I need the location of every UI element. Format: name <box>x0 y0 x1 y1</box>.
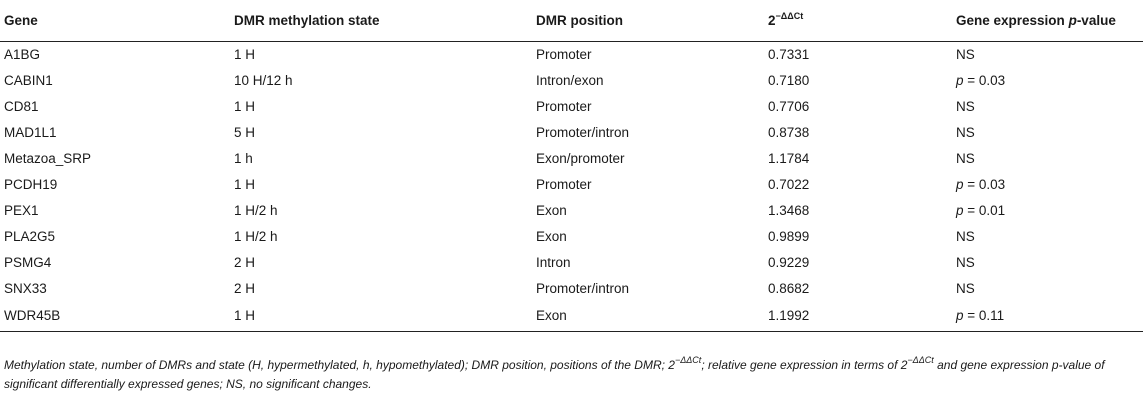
cell-gene: MAD1L1 <box>4 124 57 140</box>
cell-dmr-state: 10 H/12 h <box>234 72 293 88</box>
pvalue-text: NS <box>956 98 975 114</box>
cell-pvalue <box>952 171 1143 197</box>
table-row <box>0 119 1143 145</box>
table-row <box>0 301 1143 331</box>
cell-gene: CABIN1 <box>4 72 53 88</box>
table-row <box>0 93 1143 119</box>
header-fold-exponent: −ΔΔCt <box>775 10 804 21</box>
cell-dmr-state: 1 H <box>234 46 256 62</box>
cell-dmr-state: 2 H <box>234 254 256 270</box>
header-dmr-position: DMR position <box>532 0 764 41</box>
pvalue-symbol: p <box>956 202 964 218</box>
table-row <box>0 171 1143 197</box>
cell-pvalue <box>952 119 1143 145</box>
caption-part-3: and gene expression p-value of significant differentially expressed genes; NS, no significant changes. <box>4 358 1105 391</box>
cell-gene: PCDH19 <box>4 176 58 192</box>
cell-dmr-position: Exon/promoter <box>536 150 625 166</box>
header-pvalue-p: p <box>1068 12 1077 28</box>
cell-fold-change: 1.3468 <box>768 202 810 218</box>
cell-dmr-position: Promoter <box>536 98 592 114</box>
table-row <box>0 197 1143 223</box>
cell-fold-change: 0.9899 <box>768 228 810 244</box>
pvalue-text: NS <box>956 124 975 140</box>
header-pvalue-prefix: Gene expression <box>956 12 1069 28</box>
caption-part-1: Methylation state, number of DMRs and state (H, hypermethylated, h, hypomethylated); DMR position, positions of the DMR; 2 <box>4 358 675 372</box>
cell-dmr-position: Intron <box>536 254 571 270</box>
cell-pvalue <box>952 93 1143 119</box>
cell-dmr-state: 1 H <box>234 176 256 192</box>
cell-dmr-position: Intron/exon <box>536 72 604 88</box>
cell-gene: PLA2G5 <box>4 228 56 244</box>
cell-gene: A1BG <box>4 46 41 62</box>
pvalue-text: = 0.11 <box>963 308 1005 324</box>
cell-pvalue <box>952 249 1143 275</box>
cell-gene: WDR45B <box>0 301 230 331</box>
header-gene: Gene <box>0 0 230 41</box>
cell-dmr-state: 1 H <box>234 98 256 114</box>
cell-gene: PEX1 <box>4 202 39 218</box>
header-pvalue <box>952 0 1143 41</box>
pvalue-text: NS <box>956 228 975 244</box>
cell-dmr-state: 1 H/2 h <box>234 228 278 244</box>
table-row <box>0 249 1143 275</box>
header-pvalue-suffix: -value <box>1076 12 1116 28</box>
cell-fold-change: 0.8738 <box>768 124 810 140</box>
cell-gene: Metazoa_SRP <box>4 150 92 166</box>
cell-dmr-state: 2 H <box>234 280 256 296</box>
cell-fold-change: 0.8682 <box>768 280 810 296</box>
cell-fold-change: 0.7022 <box>768 176 810 192</box>
cell-fold-change: 0.7706 <box>768 98 810 114</box>
cell-dmr-position: Exon <box>536 228 567 244</box>
cell-dmr-position: Promoter/intron <box>536 124 630 140</box>
cell-fold-change: 1.1784 <box>768 150 810 166</box>
pvalue-text: NS <box>956 280 975 296</box>
caption-part-2: ; relative gene expression in terms of 2 <box>701 358 908 372</box>
cell-pvalue <box>952 223 1143 249</box>
pvalue-symbol: p <box>956 72 964 88</box>
pvalue-symbol: p <box>956 176 964 192</box>
cell-gene: CD81 <box>4 98 39 114</box>
cell-gene: SNX33 <box>4 280 47 296</box>
cell-dmr-position: Exon <box>532 301 764 331</box>
cell-dmr-position: Promoter <box>536 46 592 62</box>
pvalue-text: = 0.01 <box>963 202 1006 218</box>
header-fold-change <box>764 0 952 41</box>
cell-dmr-position: Promoter <box>536 176 592 192</box>
cell-fold-change: 1.1992 <box>764 301 952 331</box>
table-caption <box>4 356 1136 394</box>
table-row <box>0 41 1143 67</box>
pvalue-symbol: p <box>956 308 964 324</box>
pvalue-text: NS <box>956 46 975 62</box>
cell-fold-change: 0.7180 <box>768 72 810 88</box>
cell-pvalue <box>952 41 1143 67</box>
cell-dmr-state: 1 H/2 h <box>234 202 278 218</box>
header-dmr-state: DMR methylation state <box>230 0 532 41</box>
pvalue-text: = 0.03 <box>963 176 1006 192</box>
cell-fold-change: 0.9229 <box>768 254 810 270</box>
cell-pvalue <box>952 275 1143 301</box>
header-row <box>0 0 1143 41</box>
table-row <box>0 275 1143 301</box>
table-body <box>0 41 1143 331</box>
cell-dmr-state: 5 H <box>234 124 256 140</box>
pvalue-text: NS <box>956 150 975 166</box>
table-row <box>0 223 1143 249</box>
cell-pvalue <box>952 145 1143 171</box>
caption-sup-1: −ΔΔCt <box>674 355 702 365</box>
cell-dmr-state: 1 H <box>230 301 532 331</box>
table-row <box>0 67 1143 93</box>
table-header <box>0 0 1143 41</box>
cell-dmr-position: Exon <box>536 202 567 218</box>
cell-fold-change: 0.7331 <box>768 46 810 62</box>
cell-dmr-state: 1 h <box>234 150 253 166</box>
table-row <box>0 145 1143 171</box>
pvalue-text: NS <box>956 254 975 270</box>
caption-sup-2: −ΔΔCt <box>907 355 934 365</box>
cell-dmr-position: Promoter/intron <box>536 280 630 296</box>
cell-gene: PSMG4 <box>4 254 52 270</box>
header-fold-base: 2 <box>768 12 776 28</box>
cell-pvalue <box>952 301 1143 331</box>
cell-pvalue <box>952 197 1143 223</box>
cell-pvalue <box>952 67 1143 93</box>
pvalue-text: = 0.03 <box>963 72 1006 88</box>
